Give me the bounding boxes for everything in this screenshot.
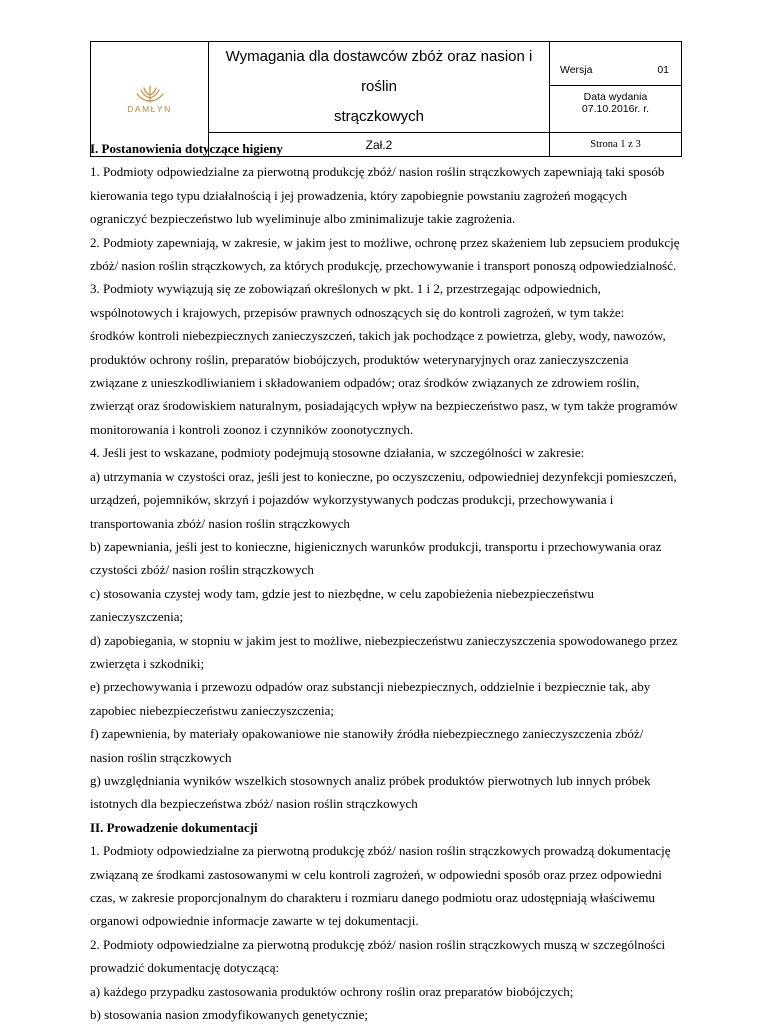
section-heading: II. Prowadzenie dokumentacji xyxy=(90,819,258,835)
body-text-line: zapobiec niebezpieczeństwu zanieczyszczenia; xyxy=(90,702,334,718)
logo-wordmark: DAMŁYN xyxy=(127,103,172,114)
body-text-line: zwierząt oraz środowiskiem naturalnym, posiadających wpływ na bezpieczeństwo pasz, w tym także programów xyxy=(90,398,678,414)
body-text-line: środków kontroli niebezpiecznych zanieczyszczeń, takich jak pochodzące z powietrza, gleby, wody, nawozów, xyxy=(90,328,666,344)
date-value: 07.10.2016r. r. xyxy=(581,102,650,115)
title-line-2: strączkowych xyxy=(333,108,425,125)
body-text-line: produktów ochrony roślin, preparatów biobójczych, produktów weterynaryjnych oraz zanieczyszczenia xyxy=(90,351,629,367)
attachment-label: Zał.2 xyxy=(209,133,550,157)
version-label: Wersja xyxy=(560,64,593,76)
body-text-line: b) zapewniania, jeśli jest to konieczne, higienicznych warunków produkcji, transportu i przechowywania oraz xyxy=(90,538,662,554)
body-text-line: 2. Podmioty zapewniają, w zakresie, w jakim jest to możliwe, ochronę przez skażeniem lub zepsuciem produkcję xyxy=(90,234,680,250)
title-line-1: Wymagania dla dostawców zbóż oraz nasion i roślin xyxy=(225,48,533,95)
document-body xyxy=(90,137,690,1026)
body-text-line: zbóż/ nasion roślin strączkowych, za których produkcję, przechowywanie i transport ponoszą odpowiedzialność. xyxy=(90,258,677,274)
body-text-line: nasion roślin strączkowych xyxy=(90,749,232,765)
body-text-line: d) zapobiegania, w stopniu w jakim jest to możliwe, niebezpieczeństwu zanieczyszczenia spowodowanego przez xyxy=(90,632,678,648)
wheat-crown-icon xyxy=(135,85,165,103)
body-text-line: związaną ze środkami zastosowanymi w celu kontroli zagrożeń, w odpowiedni sposób oraz przez odpowiedni xyxy=(90,866,662,882)
body-text-line: g) uwzględniania wyników wszelkich stosownych analiz próbek produktów pierwotnych lub innych próbek xyxy=(90,772,651,788)
date-box xyxy=(550,85,681,119)
body-text-line: e) przechowywania i przewozu odpadów oraz substancji niebezpiecznych, oddzielnie i bezpiecznie tak, aby xyxy=(90,679,651,695)
date-label: Data wydania xyxy=(583,90,648,103)
body-text-line: organowi odpowiednie informacje zawarte w tej dokumentacji. xyxy=(90,913,419,929)
issue-date xyxy=(582,91,649,115)
company-logo xyxy=(91,85,208,114)
version-value: 01 xyxy=(657,64,669,76)
body-text-line: 2. Podmioty odpowiedzialne za pierwotną produkcję zbóż/ nasion roślin strączkowych muszą w szczególności xyxy=(90,936,666,952)
document-title xyxy=(209,42,550,133)
body-text-line: związane z unieszkodliwianiem i składowaniem odpadów; oraz środków związanych ze zdrowiem roślin, xyxy=(90,375,640,391)
meta-cell xyxy=(550,42,682,133)
body-text-line: c) stosowania czystej wody tam, gdzie jest to niezbędne, w celu zapobieżenia niebezpieczeństwu xyxy=(90,585,594,601)
body-text-line: 1. Podmioty odpowiedzialne za pierwotną produkcję zbóż/ nasion roślin strączkowych zapewniają taki sposób xyxy=(90,164,665,180)
body-text-line: ograniczyć bezpieczeństwo lub wyeliminuje albo zminimalizuje takie zagrożenia. xyxy=(90,211,516,227)
body-text-line: zwierzęta i szkodniki; xyxy=(90,655,205,671)
body-text-line: czystości zbóż/ nasion roślin strączkowych xyxy=(90,562,314,578)
body-text-line: urządzeń, pojemników, skrzyń i pojazdów wykorzystywanych podczas produkcji, przechowywania i xyxy=(90,492,614,508)
body-text-line: czas, w zakresie proporcjonalnym do charakteru i rozmiaru danego podmiotu oraz udostępniają właściwemu xyxy=(90,890,655,905)
body-text-line: transportowania zbóż/ nasion roślin strączkowych xyxy=(90,515,350,531)
version-row xyxy=(550,55,681,85)
body-text-line: istotnych dla bezpieczeństwa zbóż/ nasion roślin strączkowych xyxy=(90,796,418,812)
body-text-line: kierowania tego typu działalnością i jej prowadzenia, który zapobiegnie powstaniu zagrożeń mogących xyxy=(90,187,628,203)
body-text-line: zanieczyszczenia; xyxy=(90,609,184,625)
page-number: Strona 1 z 3 xyxy=(550,133,682,157)
body-text-line: 4. Jeśli jest to wskazane, podmioty podejmują stosowne działania, w szczególności w zakresie: xyxy=(90,445,585,461)
body-text-line: 1. Podmioty odpowiedzialne za pierwotną produkcję zbóż/ nasion roślin strączkowych prowadzą dokumentację xyxy=(90,843,671,859)
body-text-line: prowadzić dokumentację dotyczącą: xyxy=(90,960,280,976)
section-heading: I. Postanowienia dotyczące higieny xyxy=(90,141,283,156)
body-text-line: 3. Podmioty wywiązują się ze zobowiązań określonych w pkt. 1 i 2, przestrzegając odpowiednich, xyxy=(90,281,601,297)
body-text-line: f) zapewnienia, by materiały opakowaniowe nie stanowiły źródła niebezpiecznego zanieczyszczenia zbóż/ xyxy=(90,726,644,742)
body-text-line: b) stosowania nasion zmodyfikowanych genetycznie; xyxy=(90,1007,368,1023)
body-text-line: wspólnotowych i krajowych, przepisów prawnych odnoszących się do kontroli zagrożeń, w tym także: xyxy=(90,304,625,320)
body-text-line: a) utrzymania w czystości oraz, jeśli jest to konieczne, po oczyszczeniu, odpowiedniej dezynfekcji pomieszczeń, xyxy=(90,468,677,484)
body-text-line: a) każdego przypadku zastosowania produktów ochrony roślin oraz preparatów biobójczych; xyxy=(90,983,574,999)
body-text-line: monitorowania i kontroli zoonoz i czynników zoonotycznych. xyxy=(90,421,414,437)
